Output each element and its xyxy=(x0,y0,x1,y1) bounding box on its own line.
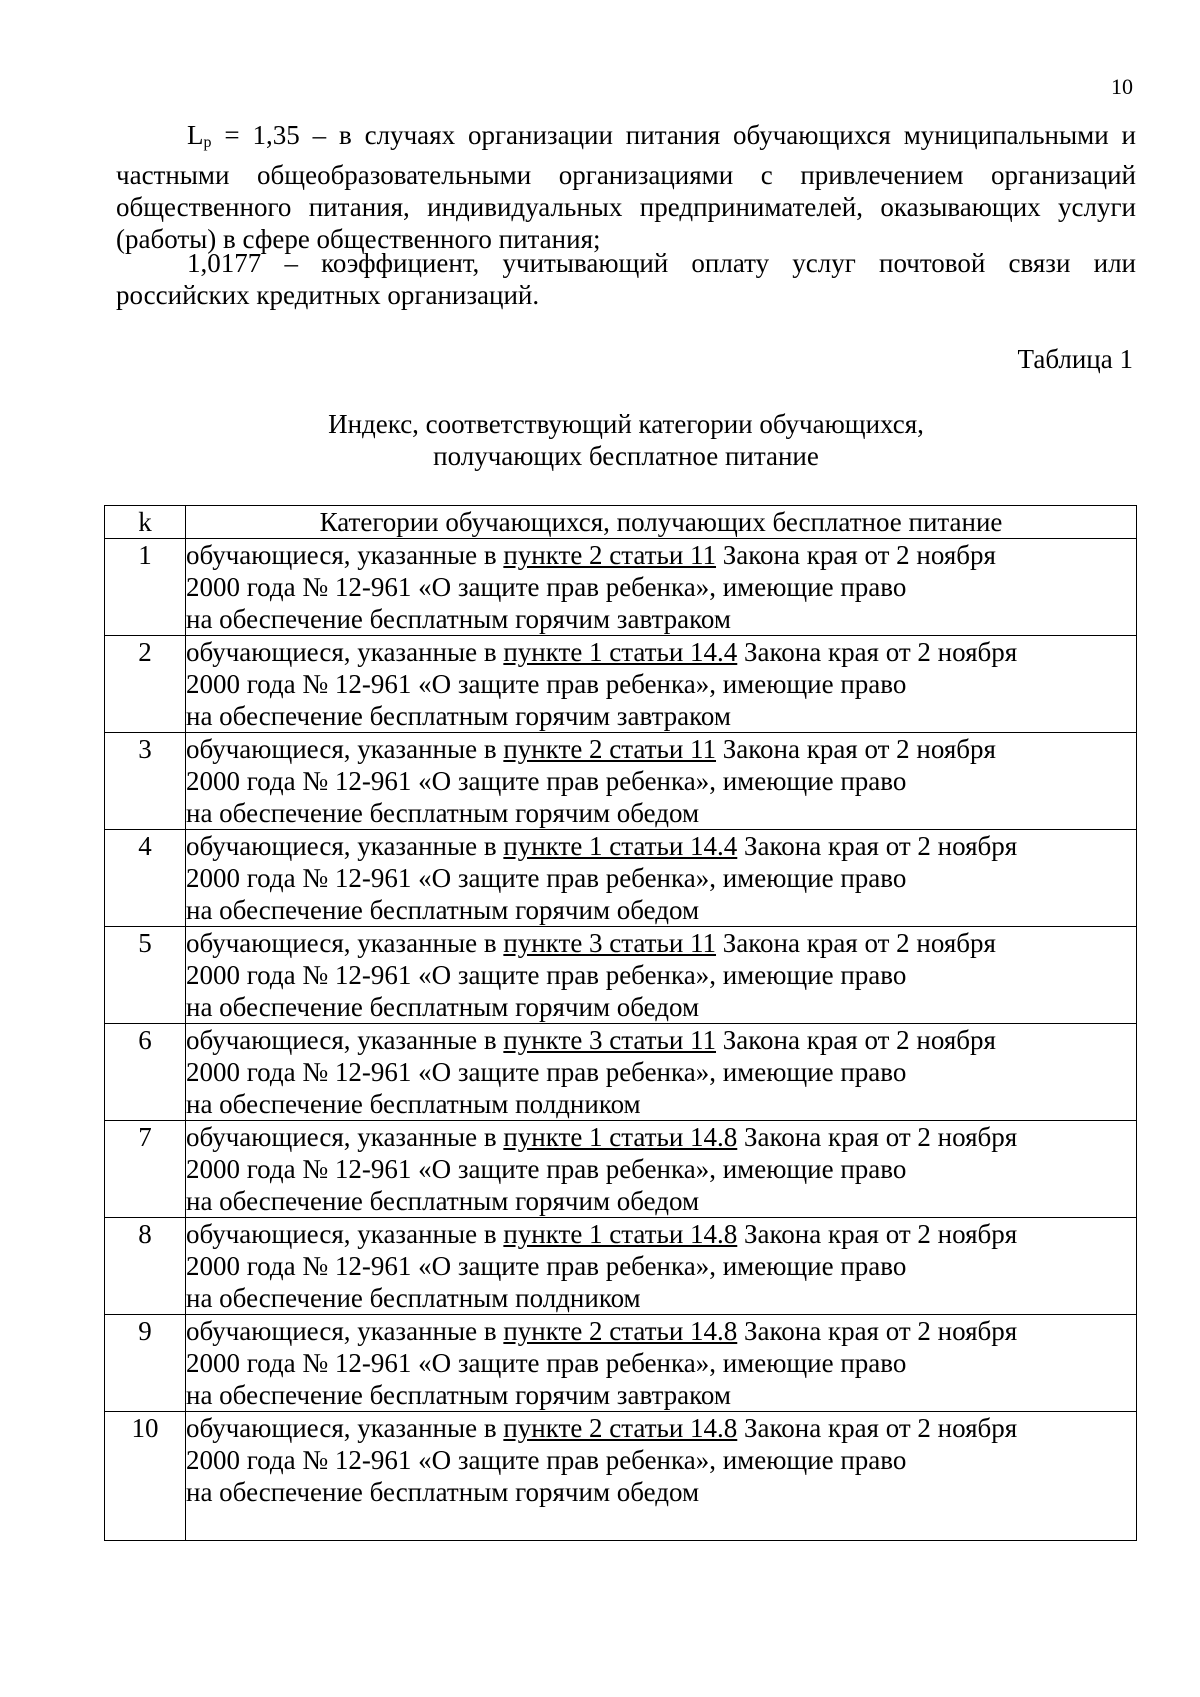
row-index-k: 1 xyxy=(105,539,186,636)
table-row xyxy=(105,1315,1137,1412)
category-line-1 xyxy=(186,1412,1136,1444)
category-line-3: на обеспечение бесплатным горячим обедом xyxy=(186,992,700,1022)
row-category-text xyxy=(186,1218,1137,1315)
category-line-3: на обеспечение бесплатным горячим обедом xyxy=(186,1477,700,1507)
category-line-2: 2000 года № 12-961 «О защите прав ребенка», имеющие право xyxy=(186,1154,907,1184)
categories-table xyxy=(104,505,1137,1541)
category-prefix: обучающиеся, указанные в xyxy=(186,1413,504,1443)
header-categories: Категории обучающихся, получающих бесплатное питание xyxy=(186,506,1137,539)
table-label: Таблица 1 xyxy=(1017,344,1133,374)
category-suffix: Закона края от 2 ноября xyxy=(716,540,996,570)
category-prefix: обучающиеся, указанные в xyxy=(186,1219,504,1249)
table-row xyxy=(105,636,1137,733)
category-suffix: Закона края от 2 ноября xyxy=(737,1413,1018,1443)
category-line-2: 2000 года № 12-961 «О защите прав ребенка», имеющие право xyxy=(186,766,907,796)
category-line-1 xyxy=(186,539,1136,571)
row-category-text xyxy=(186,1412,1137,1541)
category-prefix: обучающиеся, указанные в xyxy=(186,1122,504,1152)
table-row xyxy=(105,1218,1137,1315)
row-category-text xyxy=(186,1024,1137,1121)
category-suffix: Закона края от 2 ноября xyxy=(737,1122,1018,1152)
category-suffix: Закона края от 2 ноября xyxy=(716,1025,996,1055)
law-article-link[interactable]: пункте 2 статьи 14.8 xyxy=(503,1316,738,1346)
category-line-2: 2000 года № 12-961 «О защите прав ребенка», имеющие право xyxy=(186,1251,907,1281)
table-row xyxy=(105,1024,1137,1121)
category-prefix: обучающиеся, указанные в xyxy=(186,637,504,667)
category-line-1 xyxy=(186,733,1136,765)
table-title xyxy=(116,408,1136,472)
row-category-text xyxy=(186,1121,1137,1218)
row-category-text xyxy=(186,539,1137,636)
lp-subscript: р xyxy=(203,134,212,151)
category-suffix: Закона края от 2 ноября xyxy=(716,928,996,958)
category-line-2: 2000 года № 12-961 «О защите прав ребенка», имеющие право xyxy=(186,572,907,602)
row-index-k: 2 xyxy=(105,636,186,733)
row-category-text xyxy=(186,636,1137,733)
category-line-3: на обеспечение бесплатным горячим обедом xyxy=(186,1186,700,1216)
row-index-k: 5 xyxy=(105,927,186,1024)
category-prefix: обучающиеся, указанные в xyxy=(186,540,504,570)
category-line-1 xyxy=(186,1315,1136,1347)
category-line-1 xyxy=(186,636,1136,668)
category-line-2: 2000 года № 12-961 «О защите прав ребенка», имеющие право xyxy=(186,1348,907,1378)
category-line-3: на обеспечение бесплатным полдником xyxy=(186,1283,641,1313)
category-line-1 xyxy=(186,927,1136,959)
category-prefix: обучающиеся, указанные в xyxy=(186,928,504,958)
lp-symbol: L xyxy=(187,120,204,150)
law-article-link[interactable]: пункте 2 статьи 11 xyxy=(503,540,717,570)
category-line-3: на обеспечение бесплатным горячим завтраком xyxy=(186,1380,731,1410)
category-line-1 xyxy=(186,830,1136,862)
law-article-link[interactable]: пункте 3 статьи 11 xyxy=(503,1025,717,1055)
row-category-text xyxy=(186,733,1137,830)
category-line-3: на обеспечение бесплатным горячим обедом xyxy=(186,798,700,828)
table-title-line-2: получающих бесплатное питание xyxy=(433,441,819,471)
table-row xyxy=(105,830,1137,927)
law-article-link[interactable]: пункте 2 статьи 11 xyxy=(503,734,717,764)
page-number: 10 xyxy=(1111,74,1133,99)
category-line-3: на обеспечение бесплатным горячим завтраком xyxy=(186,604,731,634)
category-line-3: на обеспечение бесплатным горячим обедом xyxy=(186,895,700,925)
table-row xyxy=(105,927,1137,1024)
category-suffix: Закона края от 2 ноября xyxy=(737,831,1018,861)
category-line-2: 2000 года № 12-961 «О защите прав ребенка», имеющие право xyxy=(186,863,907,893)
table-row xyxy=(105,1121,1137,1218)
row-category-text xyxy=(186,1315,1137,1412)
table-header-row xyxy=(105,506,1137,539)
table-row xyxy=(105,1412,1137,1541)
category-suffix: Закона края от 2 ноября xyxy=(737,637,1018,667)
row-index-k: 8 xyxy=(105,1218,186,1315)
paragraph-postal-coefficient: 1,0177 – коэффициент, учитывающий оплату услуг почтовой связи или российских кредитных организаций. xyxy=(116,248,1136,310)
row-category-text xyxy=(186,927,1137,1024)
law-article-link[interactable]: пункте 2 статьи 14.8 xyxy=(503,1413,738,1443)
law-article-link[interactable]: пункте 1 статьи 14.4 xyxy=(503,637,738,667)
category-line-3: на обеспечение бесплатным горячим завтраком xyxy=(186,701,731,731)
category-suffix: Закона края от 2 ноября xyxy=(737,1316,1018,1346)
law-article-link[interactable]: пункте 1 статьи 14.4 xyxy=(503,831,738,861)
law-article-link[interactable]: пункте 1 статьи 14.8 xyxy=(503,1122,738,1152)
header-k: k xyxy=(105,506,186,539)
category-prefix: обучающиеся, указанные в xyxy=(186,1025,504,1055)
category-prefix: обучающиеся, указанные в xyxy=(186,734,504,764)
category-line-2: 2000 года № 12-961 «О защите прав ребенка», имеющие право xyxy=(186,960,907,990)
row-index-k: 9 xyxy=(105,1315,186,1412)
category-line-1 xyxy=(186,1121,1136,1153)
category-prefix: обучающиеся, указанные в xyxy=(186,1316,504,1346)
table-title-line-1: Индекс, соответствующий категории обучающихся, xyxy=(328,409,924,439)
category-line-2: 2000 года № 12-961 «О защите прав ребенка», имеющие право xyxy=(186,1445,907,1475)
law-article-link[interactable]: пункте 3 статьи 11 xyxy=(503,928,717,958)
row-category-text xyxy=(186,830,1137,927)
row-index-k: 3 xyxy=(105,733,186,830)
row-index-k: 6 xyxy=(105,1024,186,1121)
category-line-2: 2000 года № 12-961 «О защите прав ребенка», имеющие право xyxy=(186,669,907,699)
category-prefix: обучающиеся, указанные в xyxy=(186,831,504,861)
row-index-k: 10 xyxy=(105,1412,186,1541)
category-suffix: Закона края от 2 ноября xyxy=(716,734,996,764)
law-article-link[interactable]: пункте 1 статьи 14.8 xyxy=(503,1219,738,1249)
table-row xyxy=(105,539,1137,636)
category-line-2: 2000 года № 12-961 «О защите прав ребенка», имеющие право xyxy=(186,1057,907,1087)
row-index-k: 7 xyxy=(105,1121,186,1218)
table-row xyxy=(105,733,1137,830)
category-suffix: Закона края от 2 ноября xyxy=(737,1219,1018,1249)
category-line-1 xyxy=(186,1218,1136,1250)
category-line-1 xyxy=(186,1024,1136,1056)
lp-text: = 1,35 – в случаях организации питания обучающихся муниципальными и частными общеобразовательными организациями с привлечением организаций общественного питания, индивидуальных предпринимателей, оказывающих услуги (работы) в сфере общественного питания; xyxy=(116,120,1136,254)
row-index-k: 4 xyxy=(105,830,186,927)
paragraph-lp-coefficient xyxy=(116,119,1136,255)
category-line-3: на обеспечение бесплатным полдником xyxy=(186,1089,641,1119)
